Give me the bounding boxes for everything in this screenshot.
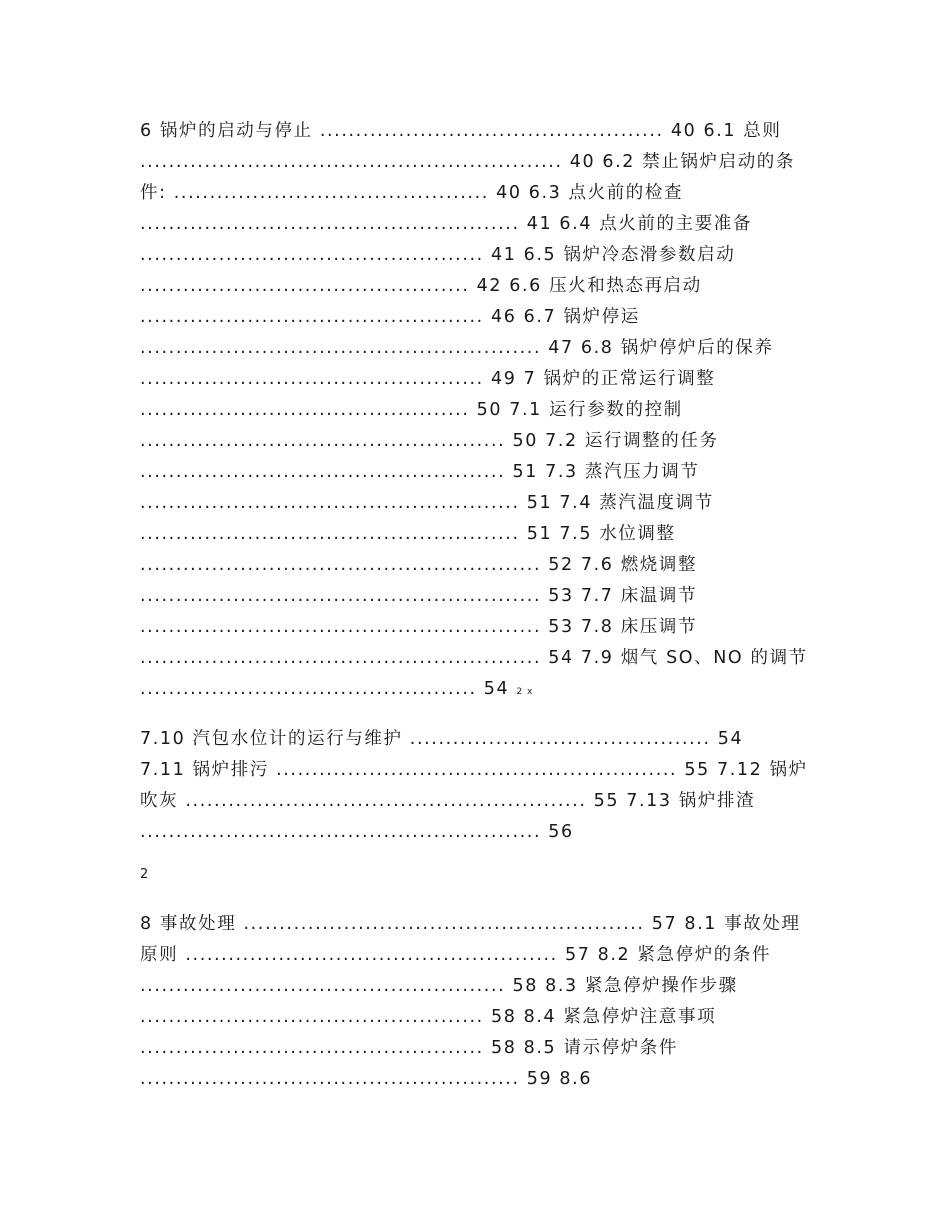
toc-line: ................................................ 58 8.5 请示停炉条件 <box>140 1038 678 1058</box>
toc-line <box>140 678 812 703</box>
toc-line-text: ............................................... 54 <box>140 679 510 699</box>
toc-line: ..................................................... 51 7.5 水位调整 <box>140 524 676 544</box>
page-number: 2 <box>140 867 149 882</box>
toc-line: 吹灰 ........................................................ 55 7.13 锅炉排渣 <box>140 791 756 811</box>
toc-line: 7.10 汽包水位计的运行与维护 .......................................... 54 <box>140 729 744 749</box>
toc-line: ........................................................ 53 7.7 床温调节 <box>140 586 698 606</box>
toc-line: ................................................ 41 6.5 锅炉冷态滑参数启动 <box>140 245 736 265</box>
toc-line: ..................................................... 41 6.4 点火前的主要准备 <box>140 214 753 234</box>
toc-line: ................................................... 58 8.3 紧急停炉操作步骤 <box>140 976 738 996</box>
toc-line: ................................................... 50 7.2 运行调整的任务 <box>140 431 719 451</box>
toc-line: 7.11 锅炉排污 ........................................................ 55 7.12 锅炉 <box>140 760 808 780</box>
toc-line: 件: ............................................ 40 6.3 点火前的检查 <box>140 183 684 203</box>
toc-line: ........................................................ 54 7.9 烟气 SO、NO 的调节 <box>140 648 808 668</box>
toc-line: ........................................................ 56 <box>140 822 574 842</box>
toc-line: ................................................... 51 7.3 蒸汽压力调节 <box>140 462 700 482</box>
toc-line: ................................................ 46 6.7 锅炉停运 <box>140 307 640 327</box>
toc-line: 8 事故处理 ........................................................ 57 8.1 事故处理 <box>140 914 801 934</box>
toc-line: ..................................................... 59 8.6 <box>140 1069 593 1089</box>
toc-line: ................................................ 49 7 锅炉的正常运行调整 <box>140 369 716 389</box>
toc-line: ........................................................ 53 7.8 床压调节 <box>140 617 698 637</box>
toc-line: 原则 .................................................... 57 8.2 紧急停炉的条件 <box>140 945 772 965</box>
toc-line: .............................................. 42 6.6 压火和热态再启动 <box>140 276 702 296</box>
toc-line: ................................................ 58 8.4 紧急停炉注意事项 <box>140 1007 717 1027</box>
toc-line: ..................................................... 51 7.4 蒸汽温度调节 <box>140 493 714 513</box>
toc-line: .............................................. 50 7.1 运行参数的控制 <box>140 400 683 420</box>
toc-line: ........................................................... 40 6.2 禁止锅炉启动的条 <box>140 152 795 172</box>
toc-line: ........................................................ 47 6.8 锅炉停炉后的保养 <box>140 338 774 358</box>
subscript-note: 2 x <box>516 687 534 697</box>
toc-line: ........................................................ 52 7.6 燃烧调整 <box>140 555 698 575</box>
toc-line: 6 锅炉的启动与停止 ................................................ 40 6.1 总则 <box>140 121 782 141</box>
